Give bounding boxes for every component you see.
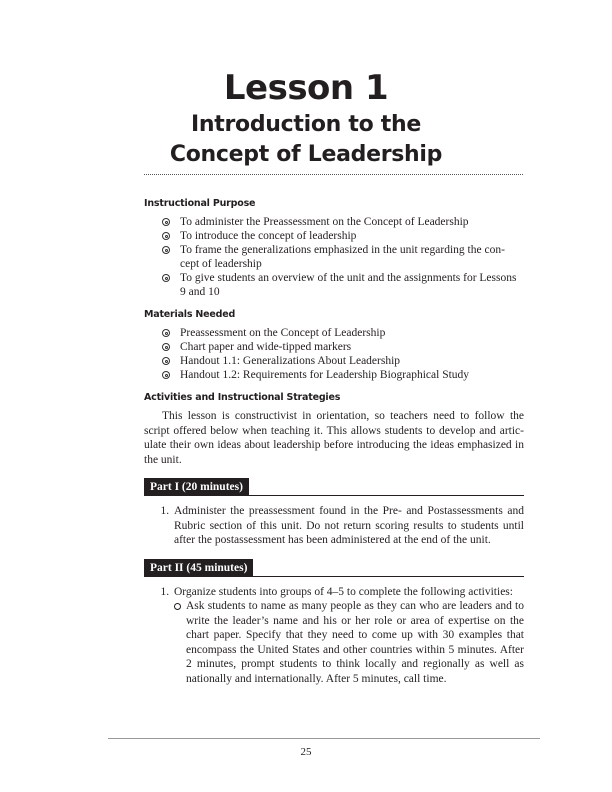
instructional-purpose-list	[144, 215, 524, 299]
page-number: 25	[300, 746, 312, 758]
activities-intro-paragraph: This lesson is constructivist in orientation, so teachers need to follow the script offered below when teaching it. This allows students to develop and artic-ulate their own ideas about leadership before introducing the ideas emphasized in the unit.	[144, 410, 524, 466]
list-item: Ask students to name as many people as they can who are leaders and to write the leader’s name and his or her role or area of expertise on the chart paper. Specify that they need to come up with 30 examples that encompass the United States and other countries within 5 minutes. After 2 minutes, prompt students to think locally and regionally as well as nationally and internationally. After 5 minutes, call time.	[174, 599, 524, 686]
part-2-sub-list	[174, 599, 524, 686]
circle-bullet-icon	[162, 329, 170, 337]
part-2-step-1-text: Organize students into groups of 4–5 to complete the following activities:	[174, 585, 513, 598]
circle-bullet-icon	[162, 246, 170, 254]
activities-heading: Activities and Instructional Strategies	[144, 392, 341, 403]
materials-needed-heading: Materials Needed	[144, 309, 236, 320]
circle-bullet-icon	[162, 357, 170, 365]
circle-bullet-icon	[162, 343, 170, 351]
part-2-label: Part II (45 minutes)	[144, 559, 253, 577]
list-item: To frame the generalizations emphasized in the unit regarding the con-cept of leadership	[162, 243, 524, 271]
list-item: To give students an overview of the unit and the assignments for Lessons 9 and 10	[162, 271, 524, 299]
list-item: To introduce the concept of leadership	[162, 229, 524, 243]
lesson-content	[144, 198, 524, 686]
open-circle-bullet-icon	[174, 603, 181, 610]
part-1-label: Part I (20 minutes)	[144, 478, 249, 496]
list-item: Handout 1.2: Requirements for Leadership Biographical Study	[162, 368, 524, 382]
circle-bullet-icon	[162, 371, 170, 379]
part-2-steps	[144, 585, 524, 687]
list-item: Handout 1.1: Generalizations About Leadership	[162, 354, 524, 368]
lesson-title: Lesson 1	[223, 68, 389, 108]
lesson-subtitle-line-1: Introduction to the	[191, 112, 421, 137]
instructional-purpose-heading: Instructional Purpose	[144, 198, 256, 209]
lesson-title-block	[0, 66, 612, 170]
title-divider	[144, 174, 523, 175]
list-item	[172, 585, 524, 687]
circle-bullet-icon	[162, 274, 170, 282]
footer-divider	[108, 738, 540, 739]
list-item: Chart paper and wide-tipped markers	[162, 340, 524, 354]
list-item: Preassessment on the Concept of Leadership	[162, 326, 524, 340]
lesson-subtitle-line-2: Concept of Leadership	[169, 142, 443, 167]
part-1-header	[144, 477, 524, 496]
circle-bullet-icon	[162, 232, 170, 240]
materials-needed-list	[144, 326, 524, 382]
list-item: To administer the Preassessment on the Concept of Leadership	[162, 215, 524, 229]
circle-bullet-icon	[162, 218, 170, 226]
list-item: 1. Administer the preassessment found in the Pre- and Postassessments and Rubric section of this unit. Do not return scoring results to students until after the postassessment has been administered at the end of the unit.	[172, 504, 524, 548]
part-1-steps	[144, 504, 524, 548]
part-2-header	[144, 558, 524, 577]
